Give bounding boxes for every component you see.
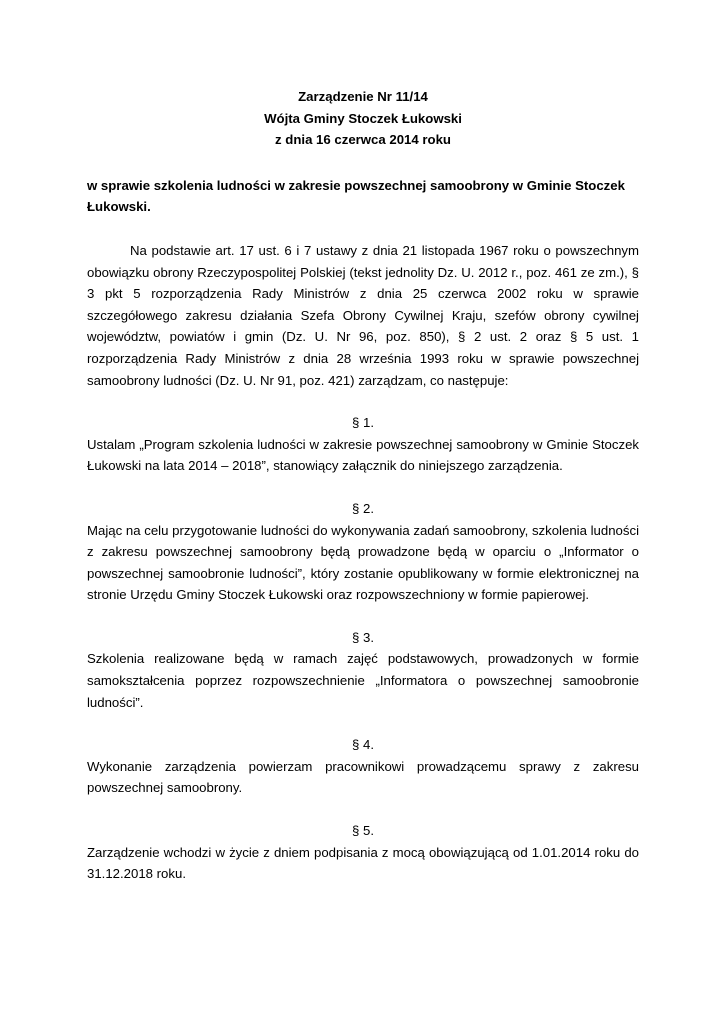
section-mark: § 2.: [352, 500, 374, 516]
ordinance-subject: w sprawie szkolenia ludności w zakresie powszechnej samoobrony w Gminie Stoczek Łukowski.: [87, 177, 625, 215]
ordinance-date: z dnia 16 czerwca 2014 roku: [275, 132, 451, 148]
section-5: [87, 820, 639, 885]
section-text: Szkolenia realizowane będą w ramach zajęć podstawowych, prowadzonych w formie samokształcenia poprzez rozpowszechnienie „Informatora o powszechnej samoobronie ludności”.: [87, 651, 639, 710]
section-2: [87, 498, 639, 606]
section-text: Wykonanie zarządzenia powierzam pracownikowi prowadzącemu sprawy z zakresu powszechnej samoobrony.: [87, 758, 639, 796]
document-page: [87, 86, 639, 885]
section-text: Mając na celu przygotowanie ludności do wykonywania zadań samoobrony, szkolenia ludności z zakresu powszechnej samoobrony będą prowadzone będą w oparciu o „Informator o powszechnej samoobronie ludności”, który zostanie opublikowany w formie elektronicznej na stronie Urzędu Gminy Stoczek Łukowski oraz rozpowszechniony w formie papierowej.: [87, 522, 639, 603]
section-mark: § 1.: [352, 415, 374, 431]
section-mark: § 5.: [352, 823, 374, 839]
document-header: [87, 86, 639, 151]
section-text: Zarządzenie wchodzi w życie z dniem podpisania z mocą obowiązującą od 1.01.2014 roku do 31.12.2018 roku.: [87, 844, 639, 882]
ordinance-issuer: Wójta Gminy Stoczek Łukowski: [264, 110, 462, 126]
legal-basis: Na podstawie art. 17 ust. 6 i 7 ustawy z dnia 21 listopada 1967 roku o powszechnym obowiązku obrony Rzeczypospolitej Polskiej (tekst jednolity Dz. U. 2012 r., poz. 461 ze zm.), § 3 pkt 5 rozporządzenia Rady Ministrów z dnia 25 czerwca 2002 roku w sprawie szczegółowego zakresu działania Szefa Obrony Cywilnej Kraju, szefów obrony cywilnej województw, powiatów i gmin (Dz. U. Nr 96, poz. 850), § 2 ust. 2 oraz § 5 ust. 1 rozporządzenia Rady Ministrów z dnia 28 września 1993 roku w sprawie powszechnej samoobrony ludności (Dz. U. Nr 91, poz. 421) zarządzam, co następuje:: [87, 242, 639, 388]
section-3: [87, 627, 639, 713]
section-text: Ustalam „Program szkolenia ludności w zakresie powszechnej samoobrony w Gminie Stoczek Łukowski na lata 2014 – 2018”, stanowiący załącznik do niniejszego zarządzenia.: [87, 436, 639, 474]
ordinance-number: Zarządzenie Nr 11/14: [298, 89, 428, 104]
section-mark: § 4.: [352, 737, 374, 753]
section-4: [87, 734, 639, 799]
section-1: [87, 412, 639, 477]
section-mark: § 3.: [352, 629, 374, 645]
